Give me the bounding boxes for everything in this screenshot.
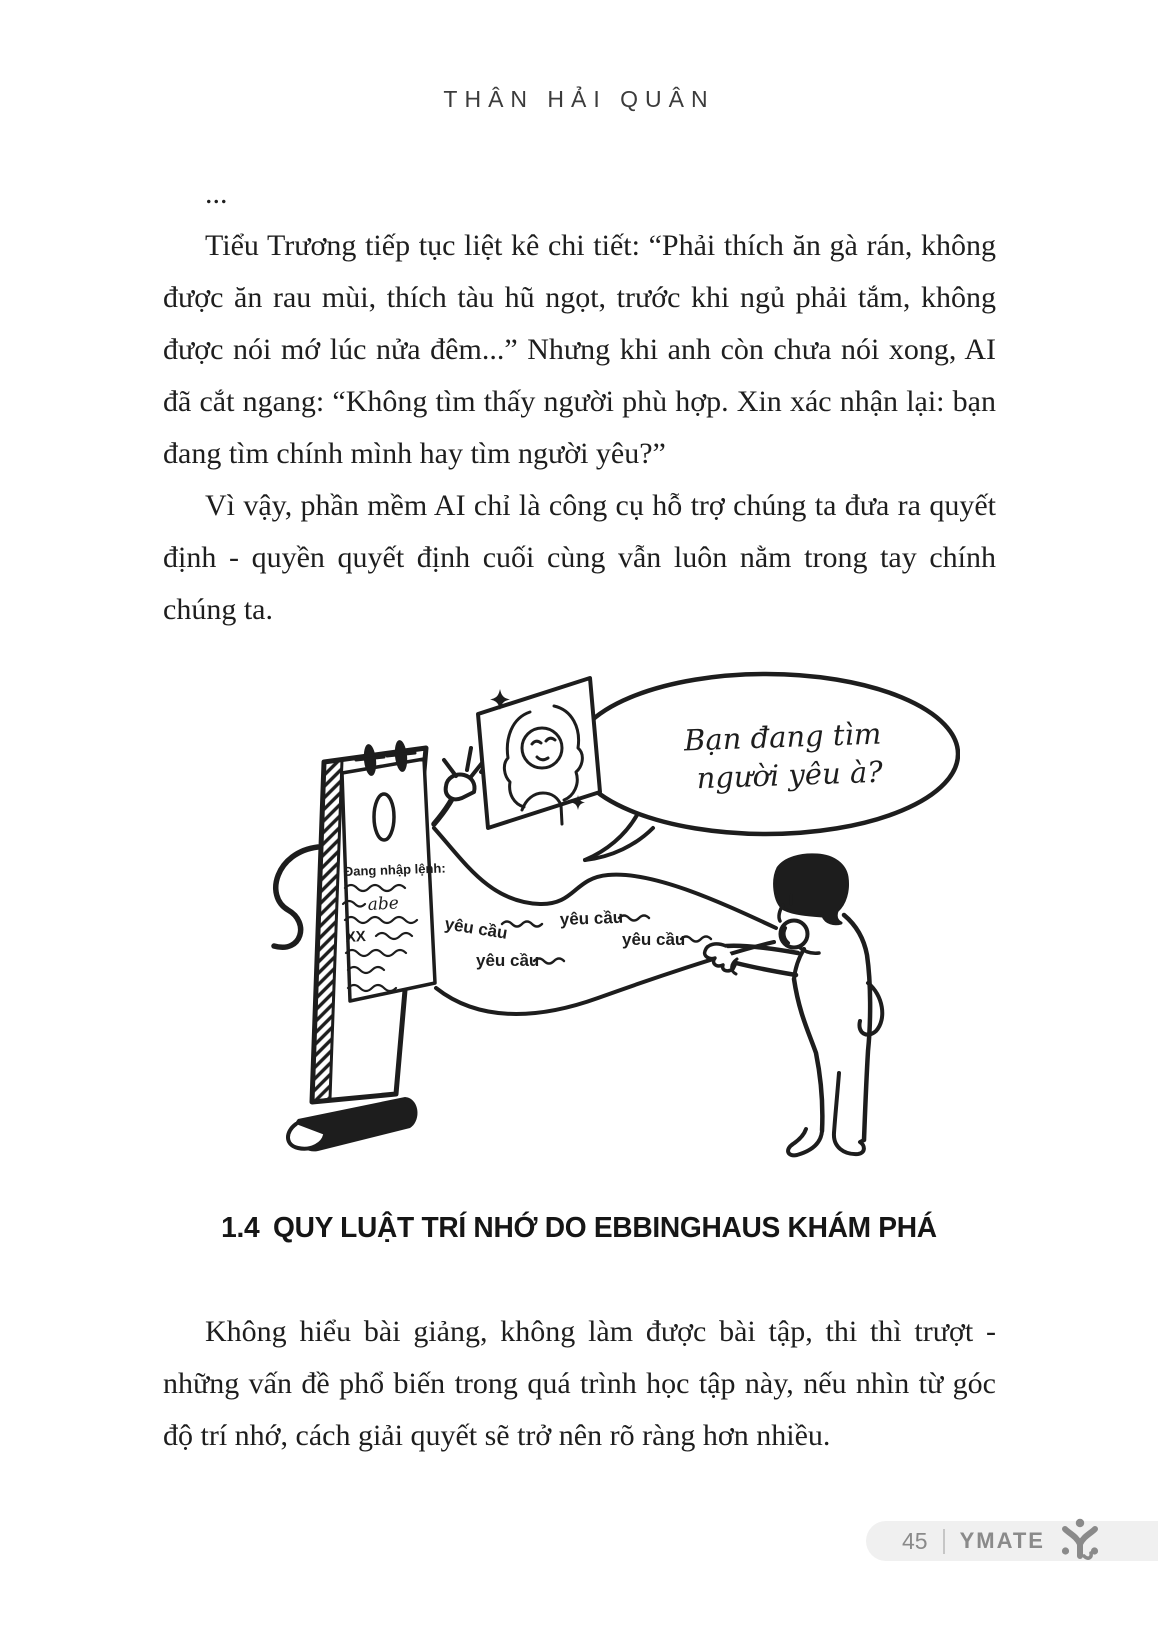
ai-kiosk-illustration xyxy=(238,652,960,1177)
paragraph-3: Không hiểu bài giảng, không làm được bài tập, thi thì trượt - những vấn đề phổ biến trong quá trình học tập này, nếu nhìn từ góc độ trí nhớ, cách giải quyết sẽ trở nên rõ ràng hơn nhiều. xyxy=(163,1315,996,1452)
ymate-logo-icon xyxy=(1057,1518,1103,1565)
man-front-leg xyxy=(794,979,822,1131)
footer-pill xyxy=(866,1521,1158,1561)
illustration-svg xyxy=(238,652,960,1177)
paragraph-2: Vì vậy, phần mềm AI chỉ là công cụ hỗ trợ chúng ta đưa ra quyết định - quyền quyết định cuối cùng vẫn luôn nằm trong tay chính chúng ta. xyxy=(163,489,996,626)
man-back xyxy=(844,915,870,1140)
stream-label-2: yêu cầu xyxy=(559,907,624,929)
man-back-leg xyxy=(834,1073,839,1133)
man-arm-bottom xyxy=(736,963,796,975)
paragraph-1: Tiểu Trương tiếp tục liệt kê chi tiết: “Phải thích ăn gà rán, không được ăn rau mùi, thích tàu hũ ngọt, trước khi ngủ phải tắm, không được nói mớ lúc nửa đêm...” Nhưng khi anh còn chưa nói xong, AI đã cắt ngang: “Không tìm thấy người phù hợp. Xin xác nhận lại: bạn đang tìm chính mình hay tìm người yêu?” xyxy=(163,229,996,470)
text-column xyxy=(163,168,996,636)
kiosk-left-arm xyxy=(274,847,318,947)
running-header: THÂN HẢI QUÂN xyxy=(443,86,715,112)
stream-label-4: yêu cầu xyxy=(476,951,540,970)
speech-bubble-text-line2: người yêu à? xyxy=(696,754,884,796)
kiosk-hand xyxy=(446,758,486,799)
page-number: 45 xyxy=(902,1527,928,1554)
kiosk xyxy=(274,739,494,1151)
man-hair xyxy=(775,855,848,924)
stream-label-1: yêu cầu xyxy=(443,914,509,943)
photo-frame xyxy=(478,678,600,828)
man-figure xyxy=(705,855,883,1155)
stream-label-3: yêu cầu xyxy=(622,930,686,949)
section-title: QUY LUẬT TRÍ NHỚ DO EBBINGHAUS KHÁM PHÁ xyxy=(272,1212,937,1244)
man-back-foot xyxy=(834,1133,864,1154)
speech-bubble-text-line1: Bạn đang tìm xyxy=(683,716,882,758)
footer-divider xyxy=(943,1529,945,1554)
ellipsis-line: ... xyxy=(205,177,228,210)
section-heading xyxy=(17,1212,1140,1245)
brand-name: YMATE xyxy=(959,1528,1045,1553)
screen-label: Đang nhập lệnh: xyxy=(343,860,446,879)
screen-note-1: abe xyxy=(367,893,400,915)
section-number: 1.4 xyxy=(221,1212,260,1244)
man-front-foot xyxy=(788,1129,822,1155)
screen-note-2: XX xyxy=(345,927,367,946)
